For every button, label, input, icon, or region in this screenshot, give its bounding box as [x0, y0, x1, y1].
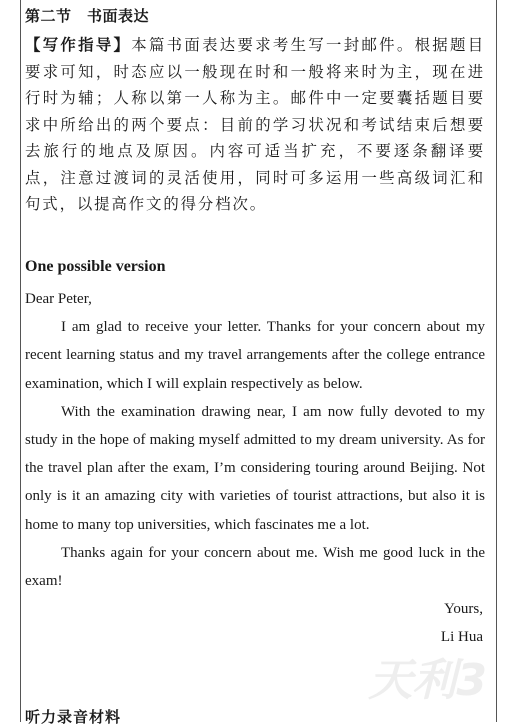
letter-closing: Yours,	[444, 601, 483, 618]
letter-signature: Li Hua	[440, 629, 483, 646]
guidance-tag: 【写作指导】	[25, 36, 132, 54]
model-letter	[25, 285, 485, 652]
letter-greeting: Dear Peter,	[25, 291, 92, 307]
next-section-heading: 听力录音材料	[25, 708, 122, 726]
version-label: One possible version	[25, 258, 166, 275]
letter-paragraph: Thanks again for your concern about me. Wish me good luck in the exam!	[25, 544, 485, 590]
section-heading: 第二节 书面表达	[25, 7, 150, 25]
letter-paragraph: I am glad to receive your letter. Thanks for your concern about my recent learning status and my travel arrangements after the college entrance examination, which I will explain respectively as below.	[25, 319, 485, 392]
letter-paragraph: With the examination drawing near, I am now fully devoted to my study in the hope of making myself admitted to my dream university. As for the travel plan after the exam, I’m considering touring around Beijing. Not only is it an amazing city with varieties of tourist attractions, but also it is home to many top universities, which fascinates me a lot.	[25, 403, 485, 533]
watermark-logo: 天利3	[368, 655, 487, 706]
writing-guidance	[25, 32, 485, 218]
guidance-text: 本篇书面表达要求考生写一封邮件。根据题目要求可知，时态应以一般现在时和一般将来时为主，现在进行时为辅；人称以第一人称为主。邮件中一定要囊括题目要求中所给出的两个要点：目前的学习状况和考试结束后想要去旅行的地点及原因。内容可适当扩充，不要逐条翻译要点，注意过渡词的灵活使用，同时可多运用一些高级词汇和句式，以提高作文的得分档次。	[25, 36, 485, 213]
